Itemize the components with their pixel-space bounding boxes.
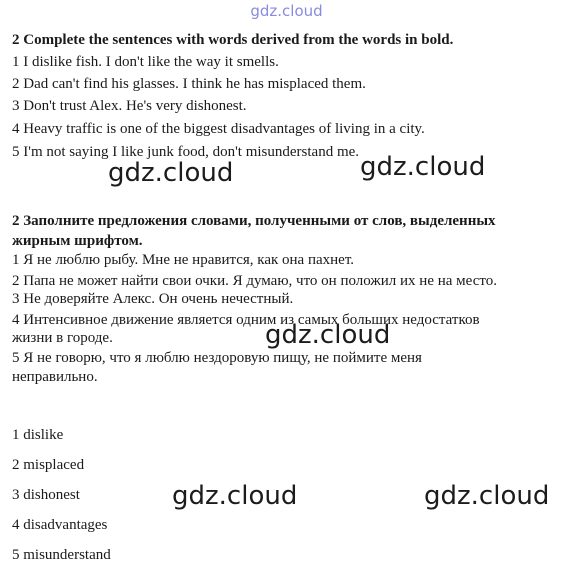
answer-2: 2 misplaced xyxy=(12,457,85,473)
answer-5: 5 misunderstand xyxy=(12,547,111,563)
sentence-ru-3: 3 Не доверяйте Алекс. Он очень нечестный. xyxy=(12,291,294,307)
sentence-en-4: 4 Heavy traffic is one of the biggest disadvantages of living in a city. xyxy=(12,121,425,137)
sentence-ru-4-cont: жизни в городе. xyxy=(12,330,113,346)
answer-4: 4 disadvantages xyxy=(12,517,108,533)
answer-1: 1 dislike xyxy=(12,427,64,443)
sentence-ru-5: 5 Я не говорю, что я люблю нездоровую пищу, не поймите меня xyxy=(12,350,422,366)
sentence-en-2: 2 Dad can't find his glasses. I think he has misplaced them. xyxy=(12,76,366,92)
sentence-en-1: 1 I dislike fish. I don't like the way it smells. xyxy=(12,54,279,70)
answer-3: 3 dishonest xyxy=(12,487,80,503)
sentence-en-3: 3 Don't trust Alex. He's very dishonest. xyxy=(12,98,247,114)
sentence-ru-1: 1 Я не люблю рыбу. Мне не нравится, как она пахнет. xyxy=(12,252,355,268)
watermark: gdz.cloud xyxy=(265,320,391,350)
watermark: gdz.cloud xyxy=(172,481,298,511)
watermark: gdz.cloud xyxy=(424,481,550,511)
watermark: gdz.cloud xyxy=(360,152,486,182)
sentence-en-5: 5 I'm not saying I like junk food, don't misunderstand me. xyxy=(12,144,360,160)
sentence-ru-5-cont: неправильно. xyxy=(12,369,98,385)
watermark: gdz.cloud xyxy=(108,158,234,188)
exercise-heading-en: 2 Complete the sentences with words derived from the words in bold. xyxy=(12,32,454,48)
exercise-heading-ru-line2: жирным шрифтом. xyxy=(12,233,143,249)
sentence-ru-4: 4 Интенсивное движение является одним из самых больших недостатков xyxy=(12,312,480,328)
exercise-heading-ru-line1: 2 Заполните предложения словами, полученными от слов, выделенных xyxy=(12,213,496,229)
sentence-ru-2: 2 Папа не может найти свои очки. Я думаю, что он положил их не на место. xyxy=(12,273,497,289)
top-watermark: gdz.cloud xyxy=(250,2,323,20)
